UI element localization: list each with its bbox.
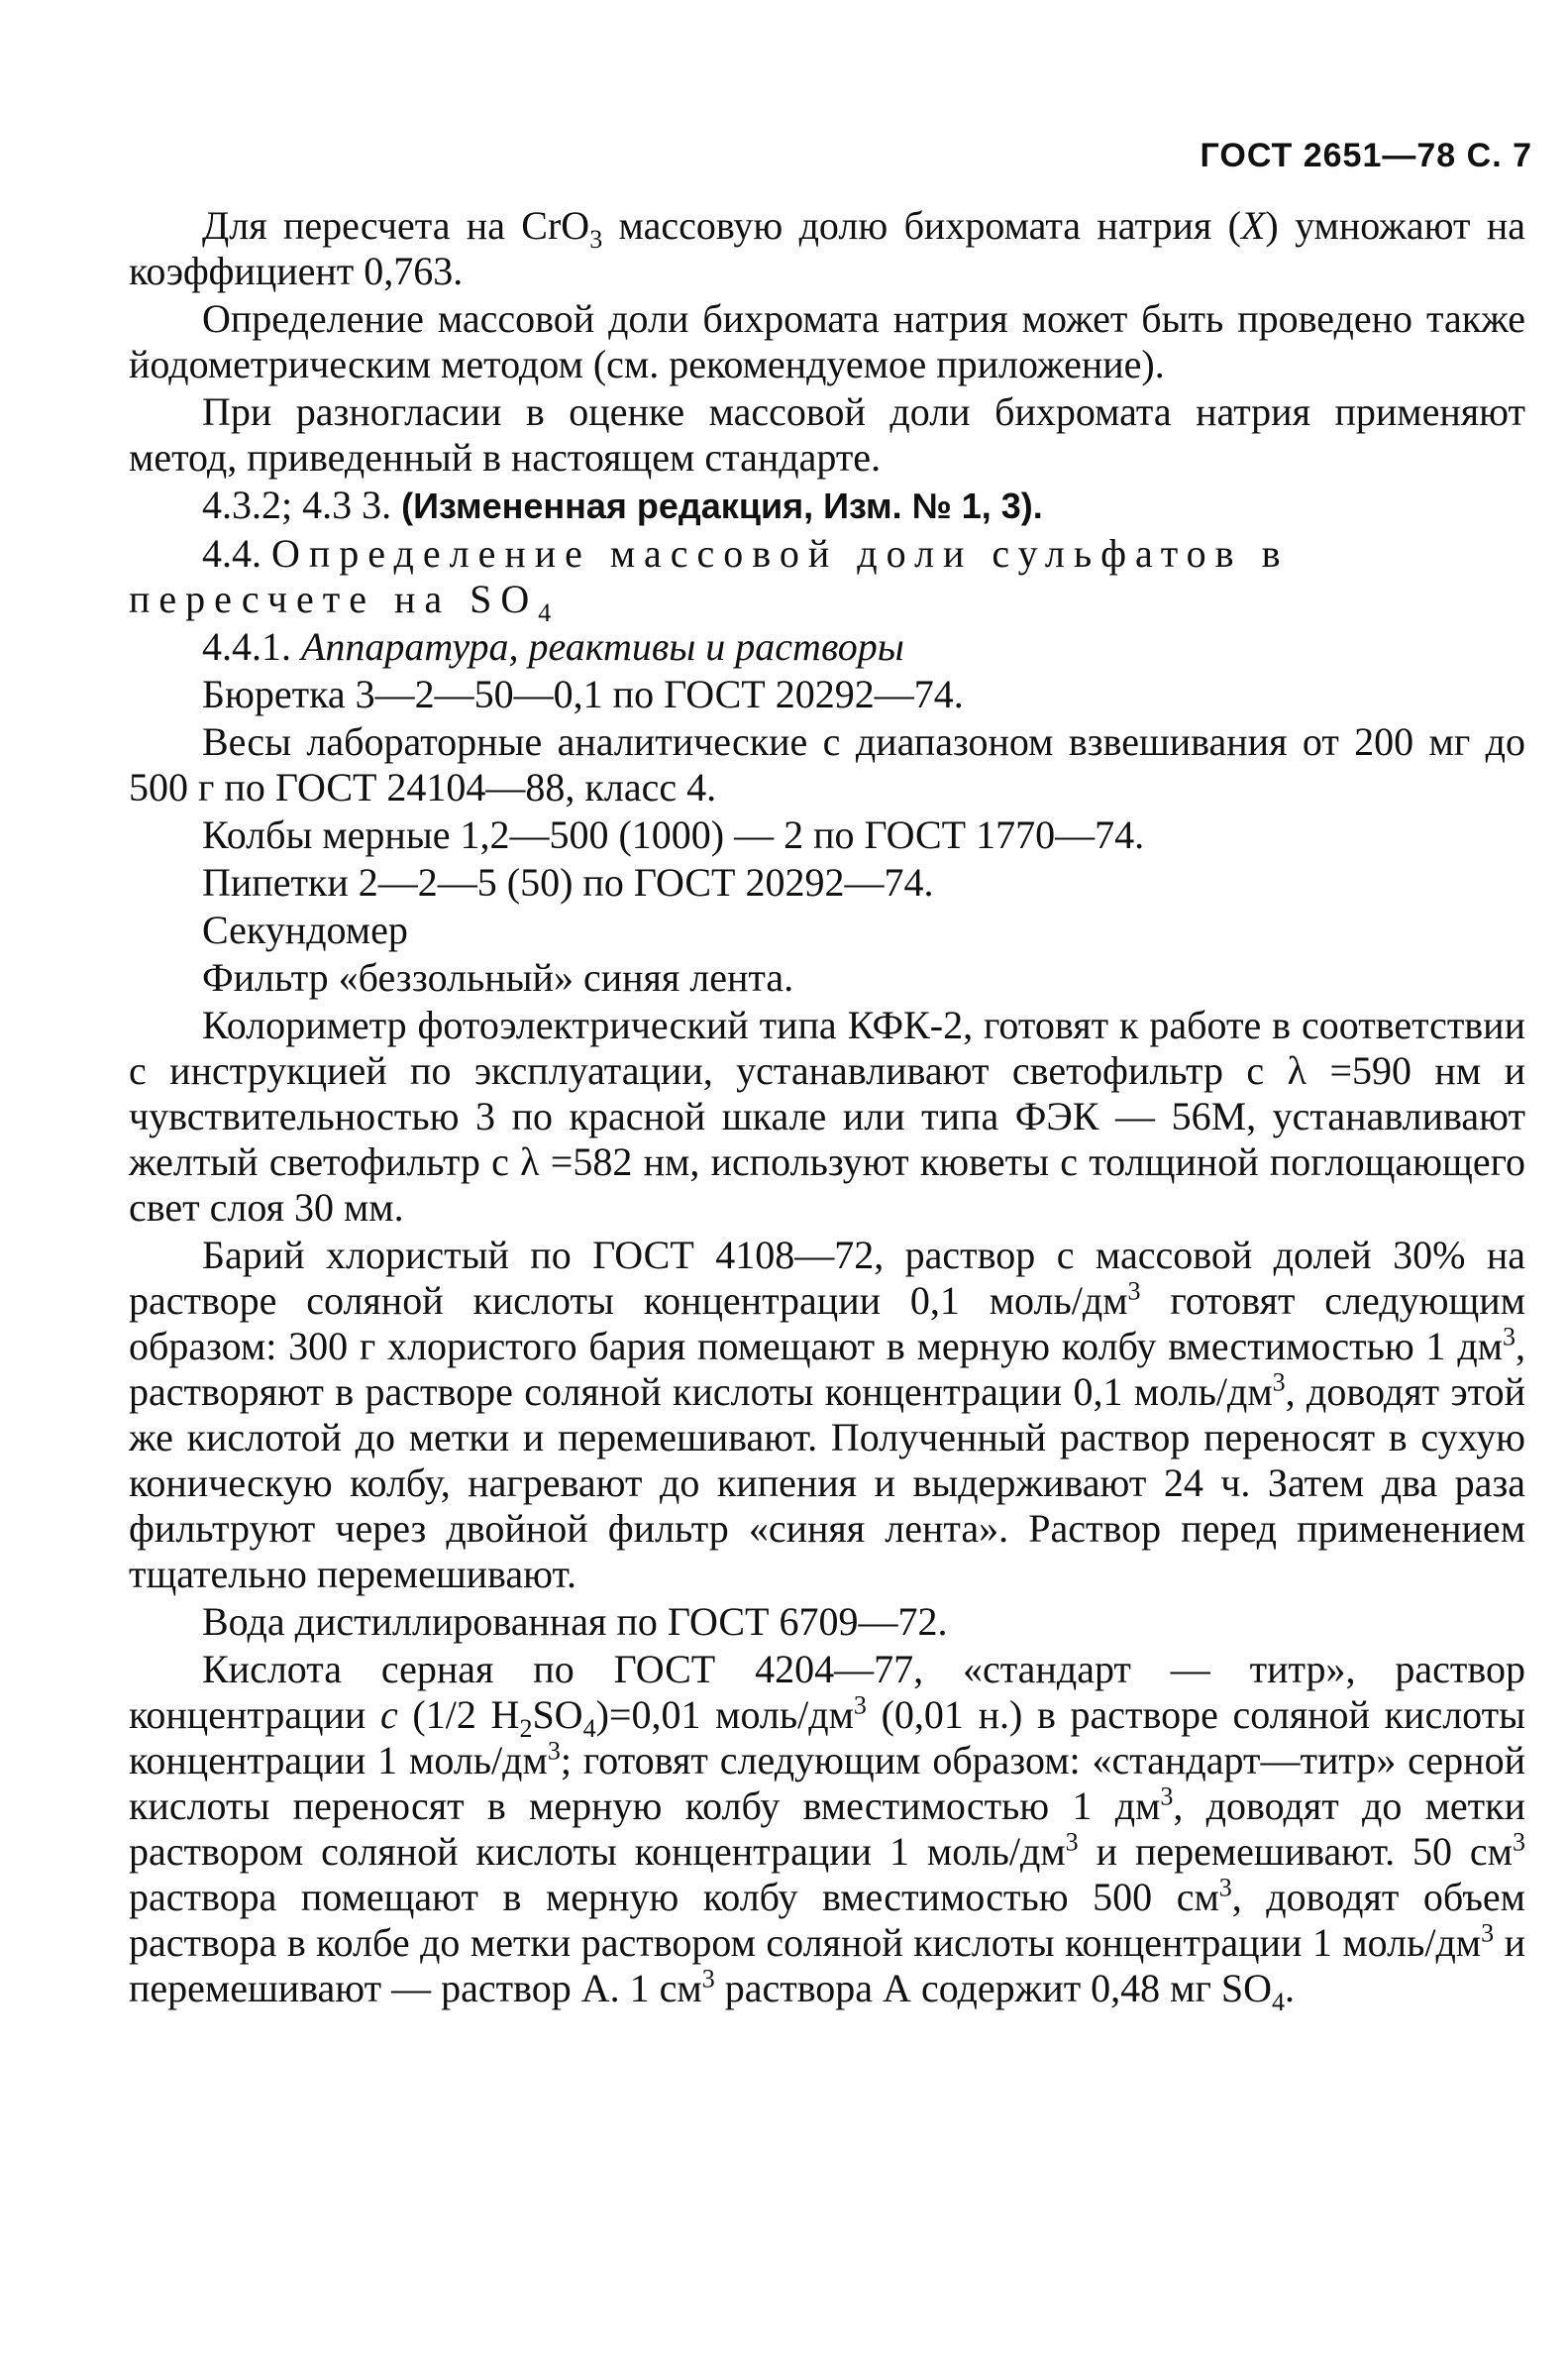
document-body (129, 203, 1526, 2016)
text-span: (0,01 н.) в растворе соляной кислоты концентрации 1 моль/дм (129, 1692, 1525, 1782)
superscript: 3 (1481, 1918, 1495, 1948)
section-number: 4.4.1. (202, 624, 301, 669)
text-span: 4.3.2; 4.3 3. (202, 483, 402, 527)
text-span: массовую долю бихромата натрия ( (602, 203, 1241, 248)
superscript: 3 (1503, 1322, 1516, 1351)
paragraph-amendment (129, 483, 1525, 529)
paragraph-disagreement: При разногласии в оценке массовой доли бихромата натрия применяют метод, приведенный в настоящем стандарте. (129, 389, 1525, 480)
subsection-title: Аппаратура, реактивы и растворы (301, 624, 904, 669)
superscript: 3 (1272, 1367, 1286, 1397)
subscript: 3 (589, 225, 603, 254)
superscript: 3 (1513, 1827, 1525, 1857)
item-barium-chloride (129, 1233, 1525, 1597)
text-span: Для пересчета на CrO (202, 203, 590, 248)
text-span: )=0,01 моль/дм (595, 1692, 854, 1737)
item-stopwatch: Секундомер (202, 908, 408, 952)
page-header: ГОСТ 2651—78 С. 7 (1200, 137, 1532, 174)
item-colorimeter: Колориметр фотоэлектрический типа КФК-2, готовят к работе в соответствии с инструкцией по эксплуатации, устанавливают светофильтр с λ =590 нм и чувствительностью 3 по красной шкале или типа ФЭК — 56М, устанавливают желтый светофильтр с λ =582 нм, используют кюветы с толщиной поглощающего свет слоя 30 мм. (129, 1003, 1525, 1230)
text-span: , растворяют в растворе соляной кислоты концентрации 0,1 моль/дм (129, 1324, 1525, 1414)
superscript: 3 (1065, 1827, 1079, 1857)
text-span: и перемешивают. 50 см (1078, 1829, 1513, 1874)
paragraph-iodometric: Определение массовой доли бихромата натрия может быть проведено также йодометрическим методом (см. рекомендуемое приложение). (129, 296, 1525, 386)
item-scales: Весы лабораторные аналитические с диапазоном взвешивания от 200 мг до 500 г по ГОСТ 24104—88, класс 4. (129, 719, 1525, 810)
text-span: ) умножают на коэффициент 0,763. (129, 203, 1525, 293)
text-span: , доводят этой же кислотой до метки и перемешивают. Полученный раствор переносят в сухую коническую колбу, нагревают до кипения и выдерживают 24 ч. Затем два раза фильтруют через двойной фильтр «синяя лента». Раствор перед применением тщательно перемешивают. (129, 1369, 1525, 1596)
text-span: , доводят объем раствора в колбе до метки раствором соляной кислоты концентрации 1 моль/дм (129, 1875, 1525, 1965)
item-sulfuric-acid (129, 1647, 1526, 2016)
text-span: (1/2 H (397, 1692, 520, 1737)
text-span: Барий хлористый по ГОСТ 4108—72, раствор с массовой долей 30% на растворе соляной кислоты концентрации 0,1 моль/дм (129, 1233, 1525, 1323)
text-span: и перемешивают — раствор А. 1 см (129, 1920, 1526, 2010)
superscript: 3 (1160, 1781, 1174, 1811)
text-span: готовят следующим образом: 300 г хлористого бария помещают в мерную колбу вместимостью 1 дм (129, 1278, 1525, 1368)
text-span: . (1285, 1966, 1296, 2010)
subscript: 4 (538, 598, 552, 627)
amendment-note: (Измененная редакция, Изм. № 1, 3). (401, 486, 1043, 526)
superscript: 3 (701, 1964, 715, 1994)
subscript: 4 (1272, 1988, 1286, 2016)
variable-c: c (380, 1692, 398, 1737)
superscript: 3 (1127, 1276, 1141, 1306)
item-flasks: Колбы мерные 1,2—500 (1000) — 2 по ГОСТ 1770—74. (202, 812, 1145, 857)
superscript: 3 (1218, 1873, 1232, 1902)
text-span: SO (532, 1692, 583, 1737)
item-pipettes: Пипетки 2—2—5 (50) по ГОСТ 20292—74. (202, 860, 934, 905)
text-span: раствора помещают в мерную колбу вместимостью 500 см (129, 1875, 1219, 1919)
variable-x: X (1240, 203, 1266, 248)
superscript: 3 (853, 1690, 867, 1720)
superscript: 3 (547, 1736, 561, 1766)
section-heading-4-4 (129, 531, 1525, 627)
text-span: ; готовят следующим образом: «стандарт—титр» серной кислоты переносят в мерную колбу вместимостью 1 дм (129, 1738, 1525, 1828)
item-burette: Бюретка 3—2—50—0,1 по ГОСТ 20292—74. (202, 672, 964, 716)
subscript: 4 (582, 1714, 596, 1743)
section-title: Определение массовой доли сульфатов в пересчете на SO (129, 531, 1290, 621)
section-number: 4.4. (202, 531, 271, 576)
text-span: Кислота серная по ГОСТ 4204—77, «стандарт — титр», раствор концентрации (129, 1647, 1525, 1737)
paragraph-conversion (129, 203, 1525, 294)
text-span: раствора А содержит 0,48 мг SO (714, 1966, 1273, 2010)
subsection-heading-4-4-1 (129, 624, 1525, 670)
item-filter: Фильтр «беззольный» синяя лента. (202, 955, 794, 1000)
item-distilled-water: Вода дистиллированная по ГОСТ 6709—72. (202, 1599, 948, 1644)
text-span: , доводят до метки раствором соляной кислоты концентрации 1 моль/дм (129, 1783, 1525, 1874)
subscript: 2 (519, 1714, 533, 1743)
